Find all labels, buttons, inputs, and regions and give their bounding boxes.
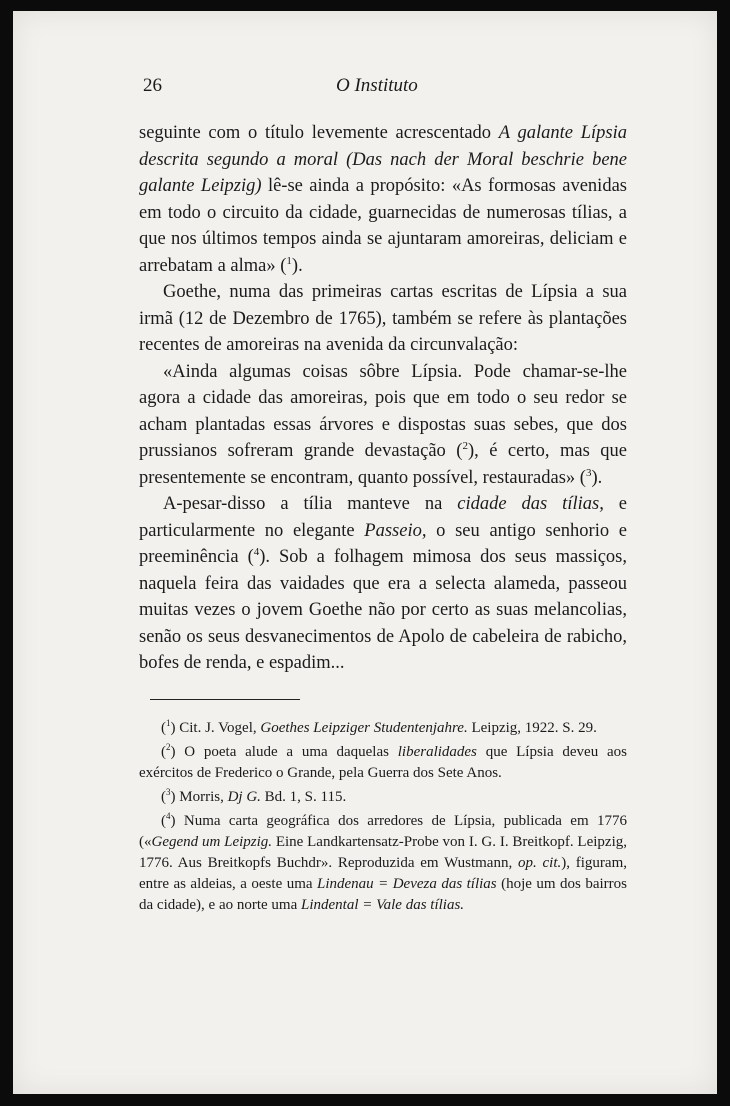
text-run: ( (161, 744, 166, 760)
italic-text: op. cit. (517, 855, 562, 871)
text-run: «Ainda algumas coisas sôbre Lípsia. Pode chamar-se-lhe agora a cidade das amoreiras, pois que em todo o seu redor se acham plantadas essas árvores e dispostas suas sebes, que dos prussianos sofreram grande devastação ( (139, 361, 627, 461)
footnote-ref: 4 (253, 545, 260, 558)
footnote-ref: 1 (286, 254, 292, 267)
italic-text: cidade das tílias, (457, 494, 604, 514)
text-run: ). Sob a folhagem mimosa dos seus massiços, naquela feira das vaidades que era a selecta alameda, passeou muitas vezes o jovem Goethe não por certo as suas melancolias, senão os seus desvanecimentos de Apolo de cabeleira de rabicho, bofes de renda, e espadim... (139, 547, 627, 673)
footnote (139, 787, 627, 808)
text-run: Leipzig, 1922. S. 29. (467, 720, 597, 736)
footnotes (139, 718, 627, 919)
italic-text: Dj G. (227, 789, 261, 805)
footnote (139, 718, 627, 739)
italic-text: Lindenau = Deveza das tílias (316, 876, 497, 892)
text-run: ) O poeta alude a uma daquelas (170, 744, 398, 760)
italic-text: Lindental = Vale das tílias. (301, 897, 465, 913)
italic-text: A galante Lípsia descrita segundo a moral (Das nach der Moral beschrie bene galante Leipzig) (139, 123, 628, 196)
text-run: Goethe, numa das primeiras cartas escritas de Lípsia a sua irmã (12 de Dezembro de 1765), também se refere às plantações recentes de amoreiras na avenida da circunvalação: (139, 282, 627, 355)
italic-text: Goethes Leipziger Studentenjahre. (260, 720, 468, 736)
text-run: ), figuram, entre as aldeias, a oeste uma (139, 855, 627, 892)
body-paragraph (139, 120, 627, 279)
text-run: ) Cit. J. Vogel, (170, 720, 261, 736)
text-run: ( (161, 720, 166, 736)
text-run: ( (161, 813, 166, 829)
text-run: ), é certo, mas que presentemente se encontram, quanto possível, restauradas» ( (139, 441, 628, 488)
book-page (13, 11, 717, 1094)
text-run: ( (161, 789, 166, 805)
body-paragraph (139, 491, 627, 677)
text-run: ). (591, 467, 603, 488)
text-run: A-pesar-disso a tília manteve na (163, 494, 458, 514)
footnote-ref: 2 (462, 439, 468, 452)
footnote (139, 811, 627, 916)
text-run: ). (291, 255, 303, 276)
body-text (139, 120, 627, 677)
footnote (139, 742, 627, 784)
running-title: O Instituto (336, 75, 418, 96)
text-run: ) Morris, (170, 789, 228, 805)
text-run: (hoje um dos bairros da cidade), e ao norte uma (139, 876, 627, 913)
text-run: Eine Landkartensatz-Probe von I. G. I. Breitkopf. Leipzig, 1776. Aus Breitkopfs Buchdr». Reproduzida em Wustmann, (139, 834, 627, 871)
footnote-ref: 3 (585, 466, 592, 479)
text-run: lê-se ainda a propósito: «As formosas avenidas em todo o circuito da cidade, guarnecidas de numerosas tílias, a que nos últimos tempos ainda se ajuntaram amoreiras, deliciam e arrebatam a alma» ( (139, 176, 627, 276)
text-run: e particularmente no elegante (139, 494, 627, 541)
italic-text: Gegend um Leipzig. (151, 834, 273, 850)
footnote-ref: 1 (166, 718, 171, 728)
italic-text: Passeio, (364, 520, 427, 541)
text-run: ) Numa carta geográfica dos arredores de Lípsia, publicada em 1776 (« (139, 813, 627, 850)
body-paragraph (139, 359, 627, 492)
page-header (13, 75, 717, 101)
italic-text: liberalidades (397, 744, 477, 760)
footnote-ref: 2 (166, 742, 171, 752)
text-run: o seu antigo senhorio e preeminência ( (139, 520, 627, 567)
text-run: seguinte com o título levemente acrescentado (139, 123, 499, 143)
body-paragraph (139, 279, 627, 359)
footnote-divider (150, 699, 300, 700)
text-run: que Lípsia deveu aos exércitos de Frederico o Grande, pela Guerra dos Sete Anos. (139, 744, 627, 781)
footnote-ref: 4 (166, 811, 171, 821)
text-run: Bd. 1, S. 115. (260, 789, 347, 805)
footnote-ref: 3 (166, 787, 171, 797)
page-number: 26 (143, 75, 162, 96)
